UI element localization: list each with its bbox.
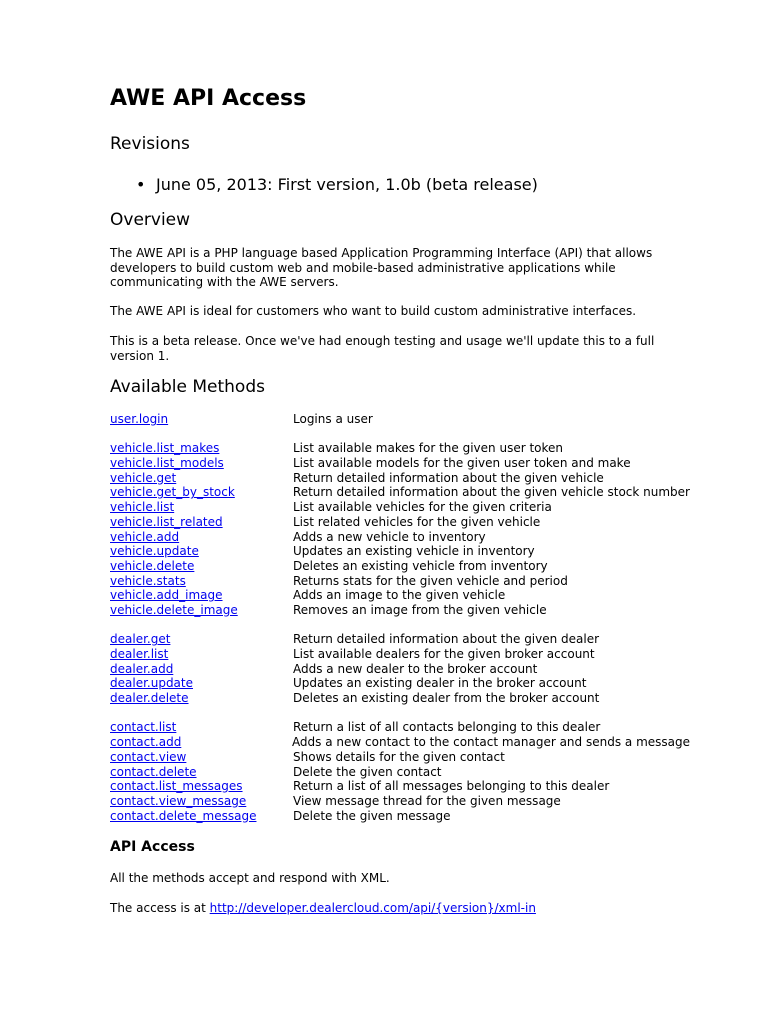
method-row — [110, 544, 690, 559]
method-row — [110, 603, 690, 618]
method-description: Delete the given contact — [293, 764, 442, 779]
method-row — [110, 662, 690, 677]
method-link[interactable]: dealer.update — [110, 676, 193, 691]
method-description: Removes an image from the given vehicle — [293, 602, 547, 617]
api-access-paragraph: All the methods accept and respond with XML. — [110, 871, 390, 885]
revision-item — [136, 175, 538, 194]
method-description: Deletes an existing vehicle from inventory — [293, 558, 548, 573]
method-row — [110, 500, 690, 515]
method-link[interactable]: vehicle.list_models — [110, 456, 224, 471]
method-link[interactable]: vehicle.add_image — [110, 588, 223, 603]
method-link[interactable]: contact.delete — [110, 764, 197, 779]
method-row — [110, 735, 690, 750]
method-link[interactable]: dealer.delete — [110, 691, 189, 706]
overview-paragraph-3: This is a beta release. Once we've had enough testing and usage we'll update this to a full version 1. — [110, 334, 655, 363]
method-description: Deletes an existing dealer from the broker account — [293, 691, 600, 706]
method-description: List available models for the given user token and make — [293, 456, 631, 471]
method-description: Return a list of all contacts belonging to this dealer — [293, 720, 601, 735]
method-link[interactable]: vehicle.delete_image — [110, 602, 238, 617]
method-link[interactable]: contact.add — [110, 735, 182, 750]
method-group — [110, 441, 690, 617]
method-row — [110, 515, 690, 530]
method-link[interactable]: dealer.get — [110, 632, 171, 647]
access-line — [110, 901, 685, 916]
method-link[interactable]: vehicle.list — [110, 500, 175, 515]
methods-heading: Available Methods — [110, 377, 265, 397]
method-row — [110, 441, 690, 456]
api-access-heading: API Access — [110, 839, 195, 855]
method-row — [110, 412, 690, 427]
method-description: View message thread for the given message — [293, 793, 561, 808]
overview-heading: Overview — [110, 210, 191, 230]
revision-item-text: June 05, 2013: First version, 1.0b (beta release) — [156, 175, 538, 194]
method-row — [110, 676, 690, 691]
method-description: Updates an existing vehicle in inventory — [293, 544, 535, 559]
method-description: Return detailed information about the given vehicle — [293, 470, 604, 485]
method-description: Adds a new dealer to the broker account — [293, 661, 538, 676]
method-description: Return detailed information about the given dealer — [293, 632, 600, 647]
method-link[interactable]: dealer.list — [110, 647, 169, 661]
method-link[interactable]: vehicle.delete — [110, 558, 195, 573]
method-row — [110, 794, 690, 809]
method-row — [110, 691, 690, 706]
method-row — [110, 574, 690, 589]
method-group — [110, 632, 690, 705]
method-link[interactable]: dealer.add — [110, 661, 174, 676]
overview-paragraph-1: The AWE API is a PHP language based Application Programming Interface (API) that allows developers to build custom web and mobile-based administrative applications while communicating with the AWE servers. — [110, 246, 653, 290]
revisions-heading: Revisions — [110, 134, 190, 154]
method-description: Returns stats for the given vehicle and period — [293, 573, 568, 588]
method-row — [110, 456, 690, 471]
method-link[interactable]: vehicle.update — [110, 544, 199, 559]
method-row — [110, 809, 690, 824]
bullet-icon: • — [136, 175, 146, 194]
method-row — [110, 530, 690, 545]
method-row — [110, 559, 690, 574]
method-row — [110, 779, 690, 794]
access-prefix: The access is at — [110, 901, 210, 915]
method-link[interactable]: vehicle.get_by_stock — [110, 485, 235, 500]
method-link[interactable]: vehicle.get — [110, 470, 177, 485]
method-description: Updates an existing dealer in the broker account — [293, 676, 587, 691]
method-description: Adds a new contact to the contact manager and sends a message — [291, 735, 690, 750]
method-link[interactable]: user.login — [110, 412, 169, 426]
method-row — [110, 588, 690, 603]
overview-paragraph-2: The AWE API is ideal for customers who want to build custom administrative interfaces. — [110, 304, 637, 318]
method-link[interactable]: contact.view — [110, 749, 187, 764]
method-description: List available dealers for the given broker account — [293, 647, 595, 661]
method-row — [110, 720, 690, 735]
method-row — [110, 765, 690, 780]
method-link[interactable]: vehicle.list_makes — [110, 441, 220, 456]
method-description: Adds a new vehicle to inventory — [293, 529, 486, 544]
method-row — [110, 647, 690, 662]
method-description: Delete the given message — [293, 808, 451, 823]
method-link[interactable]: contact.delete_message — [110, 808, 257, 823]
method-description: Shows details for the given contact — [293, 749, 505, 764]
method-description: Logins a user — [293, 412, 373, 426]
method-link[interactable]: contact.list_messages — [110, 779, 243, 794]
method-row — [110, 632, 690, 647]
method-description: List related vehicles for the given vehicle — [293, 514, 541, 529]
method-link[interactable]: contact.view_message — [110, 793, 247, 808]
method-group — [110, 720, 690, 823]
method-description: Adds an image to the given vehicle — [293, 588, 506, 603]
method-row — [110, 485, 690, 500]
methods-table — [110, 412, 690, 838]
method-row — [110, 471, 690, 486]
method-description: Return a list of all messages belonging to this dealer — [293, 779, 610, 794]
method-description: List available vehicles for the given criteria — [293, 500, 552, 515]
method-link[interactable]: vehicle.stats — [110, 573, 186, 588]
method-group — [110, 412, 690, 427]
method-row — [110, 750, 690, 765]
method-link[interactable]: vehicle.list_related — [110, 514, 223, 529]
method-description: List available makes for the given user token — [293, 441, 564, 456]
method-link[interactable]: contact.list — [110, 720, 177, 735]
method-description: Return detailed information about the given vehicle stock number — [292, 485, 690, 500]
method-link[interactable]: vehicle.add — [110, 529, 180, 544]
page-title: AWE API Access — [110, 86, 307, 111]
access-url-link[interactable]: http://developer.dealercloud.com/api/{version}/xml-in — [209, 901, 536, 915]
